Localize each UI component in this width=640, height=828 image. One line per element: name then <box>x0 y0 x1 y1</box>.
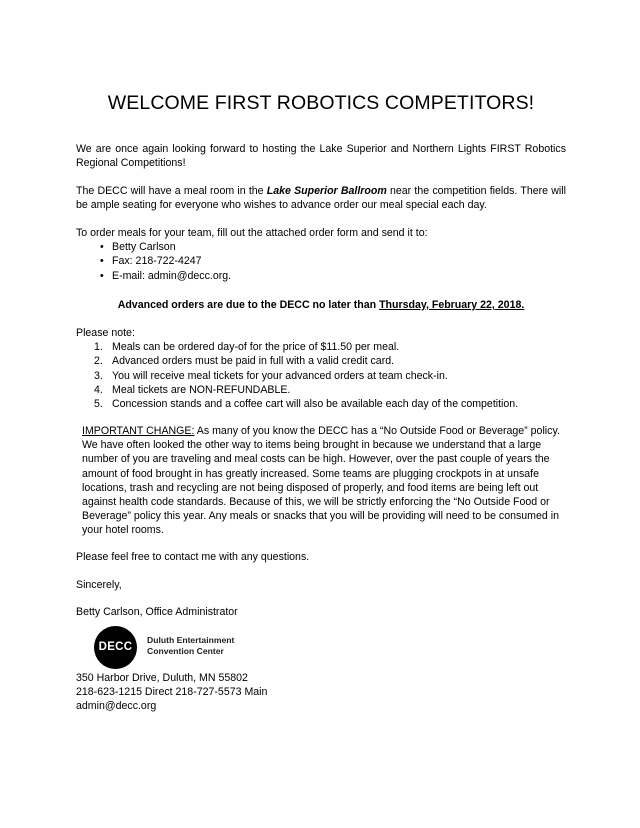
contact-item-email: • E-mail: admin@decc.org. <box>76 269 566 283</box>
decc-logo-text <box>147 635 327 657</box>
note-text: Concession stands and a coffee cart will also be available each day of the competition. <box>112 398 519 411</box>
note-text: You will receive meal tickets for your advanced orders at team check-in. <box>112 369 448 382</box>
order-instructions <box>76 226 566 283</box>
signature: Betty Carlson, Office Administrator <box>76 606 238 618</box>
address-block <box>76 671 566 714</box>
closing: Sincerely, <box>76 579 122 591</box>
note-number: 5. <box>94 398 103 411</box>
important-change-paragraph <box>76 424 566 538</box>
note-text: Meal tickets are NON-REFUNDABLE. <box>112 383 291 396</box>
deadline-notice <box>76 298 566 312</box>
note-item <box>76 397 566 411</box>
note-item <box>76 340 566 354</box>
deadline-text: Advanced orders are due to the DECC no later than <box>117 299 380 311</box>
meal-room-text-before: The DECC will have a meal room in the <box>76 185 267 197</box>
deadline-date: Thursday, February 22, 2018. <box>379 299 525 311</box>
important-label: IMPORTANT CHANGE: <box>82 425 195 437</box>
notes-heading: Please note: <box>76 327 135 339</box>
intro-paragraph: We are once again looking forward to hosting the Lake Superior and Northern Lights FIRST Robotics Regional Competitions! <box>76 143 566 170</box>
order-intro: To order meals for your team, fill out the attached order form and send it to: <box>76 227 428 239</box>
notes-section <box>76 326 566 411</box>
contact-line: Please feel free to contact me with any questions. <box>76 551 310 563</box>
meal-room-paragraph <box>76 184 566 212</box>
note-number: 3. <box>94 369 103 382</box>
address: 350 Harbor Drive, Duluth, MN 55802 <box>76 672 248 684</box>
contact-item-name: • Betty Carlson <box>76 240 566 254</box>
contact-item-fax: • Fax: 218-722-4247 <box>76 254 566 268</box>
important-text: As many of you know the DECC has a “No Outside Food or Beverage” policy. We have often looked the other way to items being brought in because we understand that a large number of you are traveling and meal costs can be high. However, over the past couple of years the amount of food brought in has greatly increased. Some teams are plugging crockpots in at unsafe locations, trash and recycling are not being disposed of properly, and food items are being left out against health code standards. Because of this, we will be strictly enforcing the “No Outside Food or Beverage” policy this year. Any meals or snacks that you will be providing will need to be consumed in your hotel rooms. <box>82 425 560 537</box>
email-address: admin@decc.org <box>76 700 157 713</box>
page-title: WELCOME FIRST ROBOTICS COMPETITORS! <box>107 92 535 114</box>
phone-numbers: 218-623-1215 Direct 218-727-5573 Main <box>76 686 268 699</box>
contact-list <box>76 240 566 283</box>
decc-logo-mark: DECC <box>94 626 137 669</box>
note-item <box>76 383 566 397</box>
note-item <box>76 369 566 383</box>
meal-room-location: Lake Superior Ballroom <box>266 185 387 197</box>
meal-room-text-after: near the competition fields. There will be ample seating for everyone who wishes to advance order our meal special each day. <box>76 185 566 212</box>
logo-line-2: Convention Center <box>147 646 224 656</box>
logo-line-1: Duluth Entertainment <box>147 635 235 645</box>
note-item <box>76 354 566 368</box>
notes-list <box>76 340 566 411</box>
note-number: 4. <box>94 383 103 396</box>
note-number: 2. <box>94 355 103 368</box>
note-text: Meals can be ordered day-of for the price of $11.50 per meal. <box>112 341 400 354</box>
note-text: Advanced orders must be paid in full with a valid credit card. <box>112 355 395 368</box>
note-number: 1. <box>94 341 103 354</box>
